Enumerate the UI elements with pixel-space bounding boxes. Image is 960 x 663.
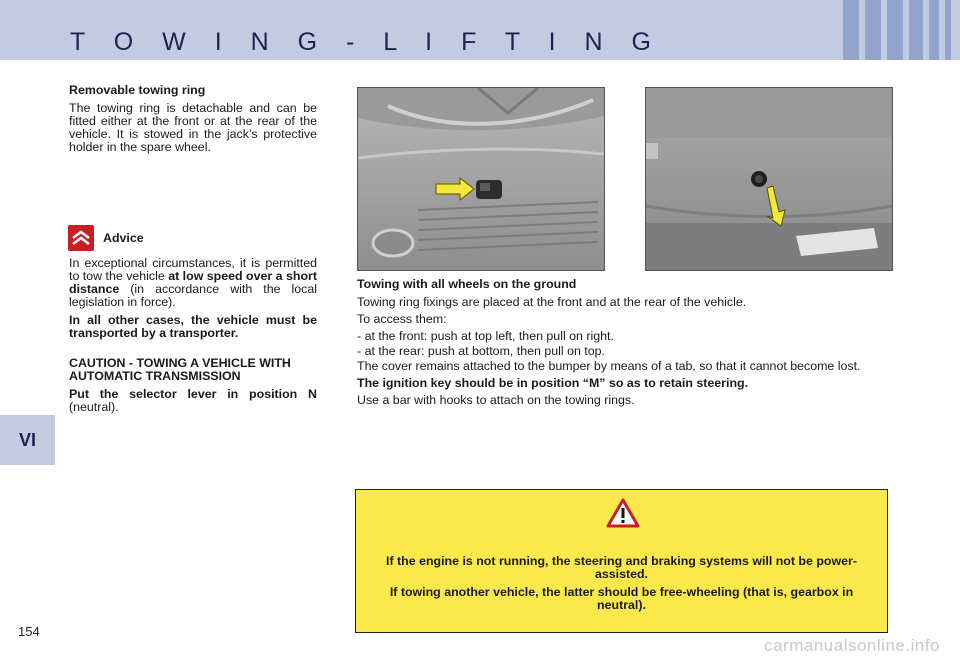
warning-triangle-icon [606, 498, 640, 531]
advice-title: Advice [103, 230, 144, 245]
advice-header [69, 225, 317, 251]
removable-ring-heading: Removable towing ring [69, 83, 206, 97]
chapter-tab[interactable] [0, 415, 55, 465]
advice-text-end: (in accordance with the local legislation in force). [69, 282, 317, 309]
right-column [357, 278, 891, 411]
ignition-key-note: The ignition key should be in position “M” so as to retain steering. [357, 376, 749, 390]
towing-text-2: To access them: [357, 312, 447, 326]
brand-logo-icon [68, 225, 94, 251]
towing-heading: Towing with all wheels on the ground [357, 277, 577, 291]
chapter-tab-label: VI [18, 429, 36, 450]
header-stripes [835, 0, 960, 60]
towing-text-3: - at the front: push at top left, then pull on right. [357, 329, 614, 343]
left-column [69, 84, 317, 419]
rear-bumper-photo [645, 87, 893, 271]
caution-text-bold: Put the selector lever in position N [69, 387, 317, 401]
caution-text [69, 388, 317, 414]
front-bumper-photo [357, 87, 605, 271]
towing-text-7: Use a bar with hooks to attach on the towing rings. [357, 393, 635, 407]
page-title: T O W I N G - L I F T I N G [70, 28, 662, 56]
advice-paragraph [69, 257, 317, 309]
watermark: carmanualsonline.info [764, 636, 940, 655]
towing-text-4: - at the rear: push at bottom, then pull on top. [357, 344, 605, 358]
warning-box [355, 489, 888, 633]
page-number: 154 [18, 624, 40, 639]
advice-text-bold: at low speed over a short distance [69, 269, 317, 296]
towing-text-1: Towing ring fixings are placed at the front and at the rear of the vehicle. [357, 295, 747, 309]
removable-ring-text: The towing ring is detachable and can be fitted either at the front or at the rear of the vehicle. It is stowed in the jack’s protective holder in the spare wheel. [69, 101, 317, 154]
warning-line-1: If the engine is not running, the steering and braking systems will not be power-assisted. [386, 554, 857, 581]
caution-heading: CAUTION - TOWING A VEHICLE WITH AUTOMATIC TRANSMISSION [69, 356, 291, 383]
warning-line-2: If towing another vehicle, the latter should be free-wheeling (that is, gearbox in neutral). [389, 585, 854, 612]
advice-text-start: In exceptional circumstances, it is permitted to tow the vehicle [69, 256, 317, 283]
towing-text-5: The cover remains attached to the bumper by means of a tab, so that it cannot become lost. [357, 359, 861, 373]
page-header [0, 0, 960, 60]
transporter-warning: In all other cases, the vehicle must be transported by a transporter. [69, 313, 317, 340]
caution-text-end: (neutral). [69, 400, 119, 414]
